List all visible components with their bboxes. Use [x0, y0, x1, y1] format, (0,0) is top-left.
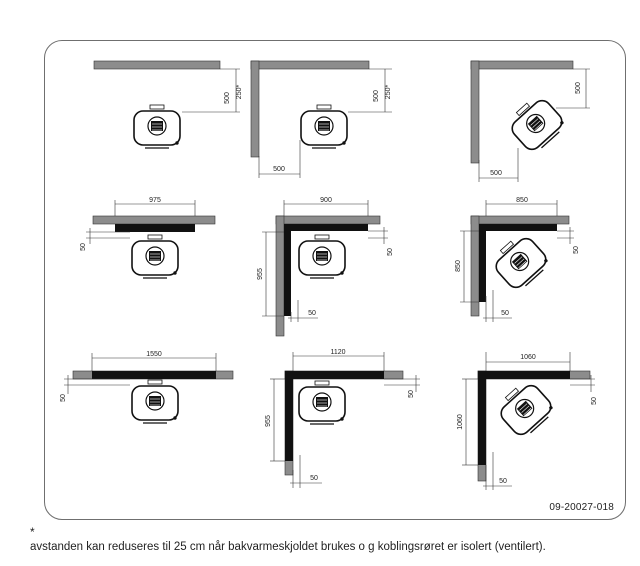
heat-shield-back: [284, 224, 368, 231]
wall: [93, 216, 215, 224]
panel-8: [265, 349, 420, 488]
wall-back: [276, 216, 380, 224]
heat-shield-side: [285, 371, 293, 461]
panel-7: [60, 351, 233, 423]
wall: [94, 61, 220, 69]
heat-shield-side: [284, 224, 291, 316]
dimension-label: 50: [501, 310, 509, 317]
wall-side: [471, 61, 479, 163]
dimension-label: 500: [373, 90, 380, 102]
wall-side: [251, 61, 259, 157]
panel-2: [251, 61, 392, 178]
dimension-label: 975: [149, 197, 161, 204]
panel-5: [257, 197, 394, 336]
heat-shield-back: [479, 224, 557, 231]
dimension-label: 50: [310, 475, 318, 482]
panel-4: [80, 197, 215, 278]
dimension-label: 500: [490, 170, 502, 177]
dimension-label: 50: [308, 310, 316, 317]
dimension-label: 50: [573, 246, 580, 254]
dimension-label: 900: [320, 197, 332, 204]
dimension-label: 500: [224, 92, 231, 104]
stove: [301, 105, 347, 148]
dimension-label: 250*: [385, 84, 392, 100]
stove: [505, 93, 568, 156]
dimension-label: 50: [591, 397, 598, 405]
dimension-label: 50: [387, 248, 394, 256]
dimension-label: 1550: [146, 351, 162, 358]
drawing-number: 09-20027-018: [549, 502, 614, 513]
panel-1: [94, 61, 243, 148]
stove: [134, 105, 180, 148]
dimension-label: 50: [80, 243, 87, 251]
stove: [132, 380, 178, 423]
dimension-label: 850: [516, 197, 528, 204]
dimension-label: 500: [273, 166, 285, 173]
wall-back: [471, 61, 573, 69]
panel-9: [457, 352, 598, 490]
dimension-label: 955: [257, 268, 264, 280]
dimension-label: 850: [455, 260, 462, 272]
dimension-label: 1120: [330, 349, 346, 356]
panel-3: [471, 61, 590, 182]
stove: [299, 235, 345, 278]
heat-shield-back: [285, 371, 384, 379]
dimension-label: 955: [265, 415, 272, 427]
dimension-label: 1060: [520, 354, 536, 361]
heat-shield: [115, 224, 195, 232]
wall-back: [251, 61, 369, 69]
stove: [489, 231, 552, 294]
heat-shield-side: [478, 371, 486, 465]
wall-back: [471, 216, 569, 224]
footnote-text: avstanden kan reduseres til 25 cm når bakvarmeskjoldet brukes o g koblingsrøret er isolert (ventilert).: [30, 541, 546, 553]
panel-6: [455, 197, 580, 322]
heat-shield-side: [479, 224, 486, 302]
dimension-label: 50: [60, 394, 67, 402]
dimension-label: 50: [408, 390, 415, 398]
dimension-label: 50: [499, 478, 507, 485]
dimension-label: 500: [575, 82, 582, 94]
dimension-label: 250*: [236, 84, 243, 100]
footnote-marker: *: [30, 525, 35, 539]
stove: [494, 378, 557, 441]
stove: [299, 381, 345, 424]
heat-shield-back: [478, 371, 570, 379]
wall-side: [276, 216, 284, 336]
dimension-label: 1060: [457, 414, 464, 430]
stove: [132, 235, 178, 278]
heat-shield: [92, 371, 216, 379]
